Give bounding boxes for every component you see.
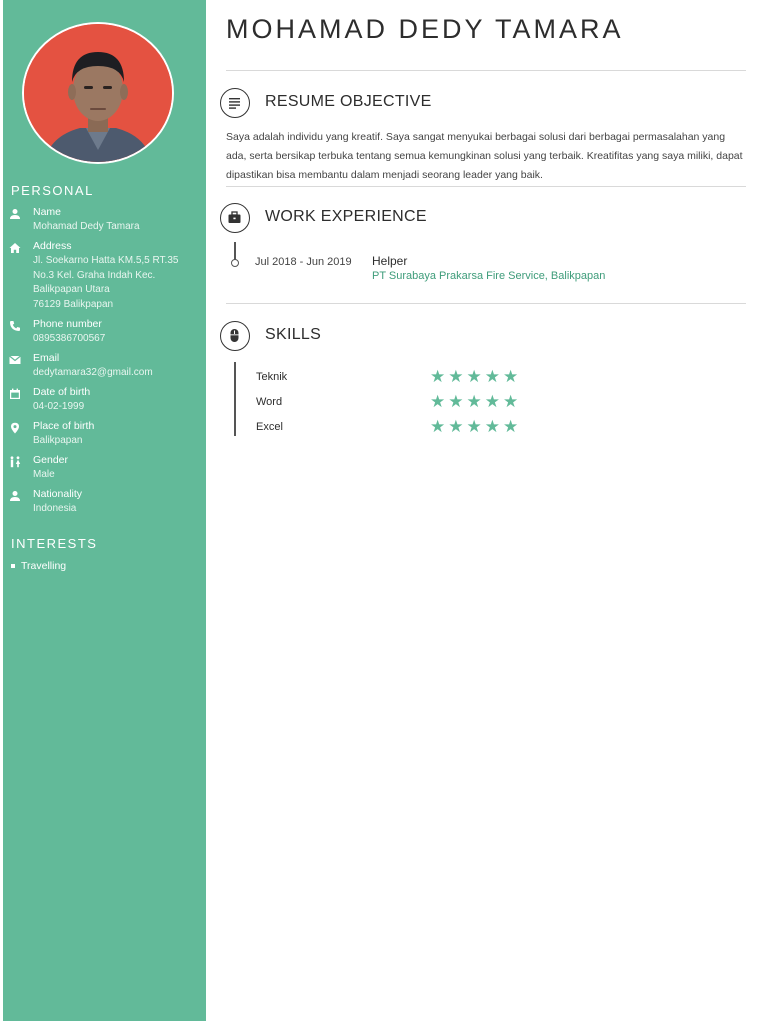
divider [226,186,746,187]
skill-rating: ★★★★★ [430,392,522,411]
skill-name: Word [256,396,283,408]
skill-rating: ★★★★★ [430,417,522,436]
personal-value: 04-02-1999 [33,401,85,412]
personal-label: Date of birth [33,386,91,398]
objective-heading: RESUME OBJECTIVE [265,93,432,110]
personal-value: Mohamad Dedy Tamara [33,221,140,232]
main-content [206,0,768,1024]
profile-photo [22,22,174,164]
personal-value: Balikpapan [33,435,83,446]
personal-value: 0895386700567 [33,333,106,344]
work-date: Jul 2018 - Jun 2019 [255,256,352,268]
timeline-dot [231,259,239,267]
person-icon [9,208,21,220]
work-company: PT Surabaya Prakarsa Fire Service, Balikpapan [372,270,606,282]
email-icon [9,354,21,366]
personal-label: Place of birth [33,420,95,432]
notes-icon [220,88,250,118]
interest-item [11,560,66,572]
interest-label: Travelling [21,560,67,572]
person-icon [9,490,21,502]
profile-photo-image [24,24,172,162]
personal-value: dedytamara32@gmail.com [33,367,153,378]
personal-heading: PERSONAL [11,183,94,198]
mouse-icon [220,321,250,351]
location-pin-icon [9,422,21,434]
work-role: Helper [372,254,408,268]
home-icon [9,242,21,254]
divider [226,70,746,71]
phone-icon [9,320,21,332]
personal-value: Jl. Soekarno Hatta KM.5,5 RT.35 No.3 Kel. Graha Indah Kec. Balikpapan Utara 76129 Balikpapan [33,255,179,310]
personal-label: Address [33,240,72,252]
skills-heading: SKILLS [265,326,322,343]
personal-label: Gender [33,454,69,466]
divider [226,303,746,304]
sidebar [3,0,206,1021]
bullet-icon [11,564,15,568]
skill-rating: ★★★★★ [430,367,522,386]
gender-icon [9,456,21,468]
calendar-icon [9,388,21,400]
personal-label: Email [33,352,60,364]
skills-line [234,362,236,436]
work-heading: WORK EXPERIENCE [265,208,427,225]
personal-value: Indonesia [33,503,77,514]
skill-name: Teknik [256,371,288,383]
personal-label: Nationality [33,488,83,500]
objective-text: Saya adalah individu yang kreatif. Saya sangat menyukai berbagai solusi dari berbagai permasalahan yang ada, serta bersikap terbuka tentang semua kemungkinan solusi yang terbaik. Kreatifitas yang saya miliki, dapat dipastikan bisa membantu dalam menjadi seorang leader yang baik. [226,131,743,181]
person-name: MOHAMAD DEDY TAMARA [226,14,624,44]
personal-value: Male [33,469,55,480]
briefcase-icon [220,203,250,233]
personal-label: Name [33,206,62,218]
personal-label: Phone number [33,318,102,330]
interests-heading: INTERESTS [11,536,98,551]
skill-name: Excel [256,421,283,433]
